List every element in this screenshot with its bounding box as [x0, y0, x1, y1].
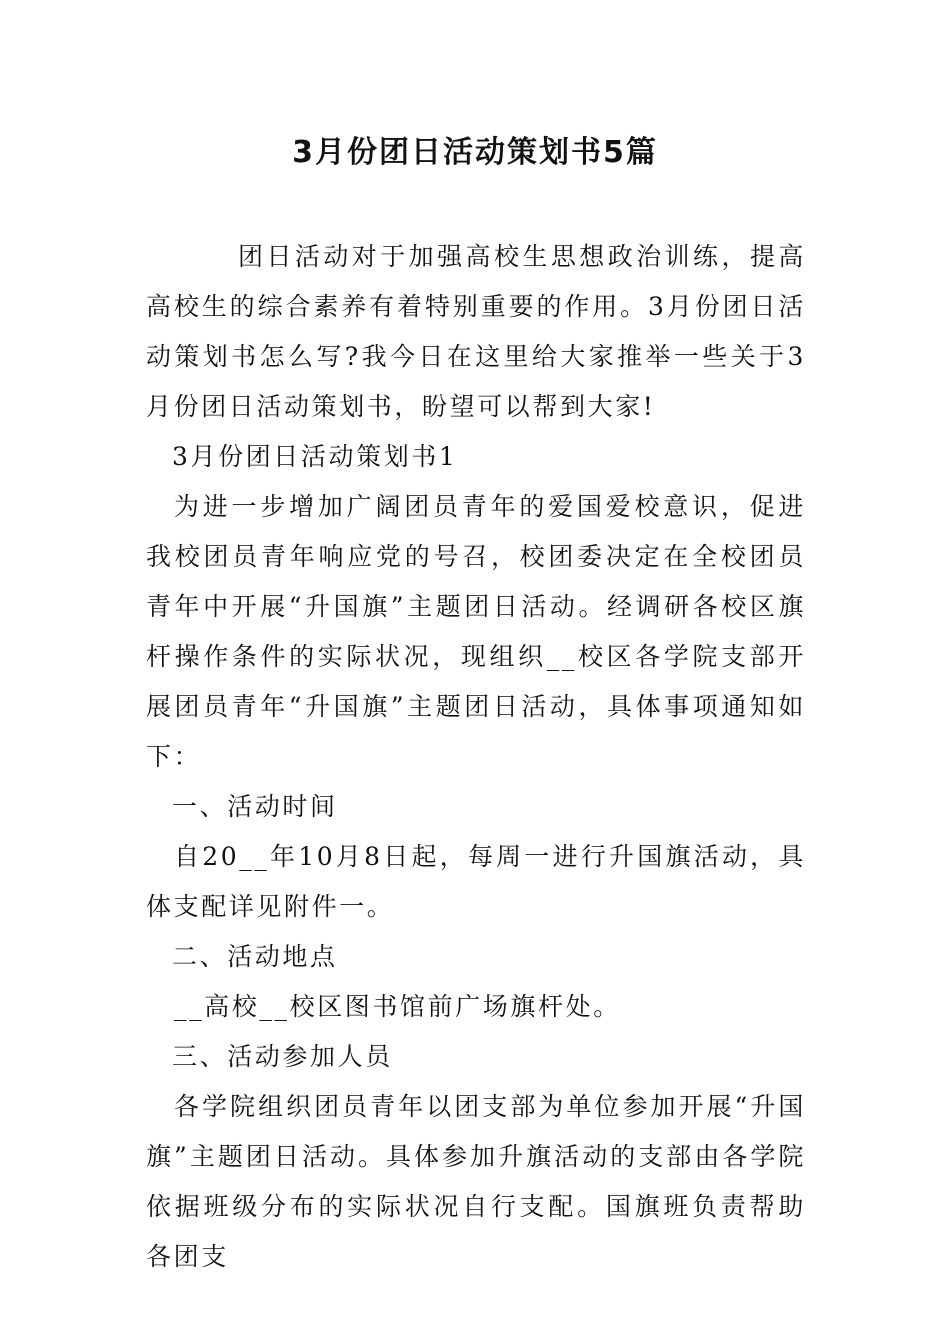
activity-time-paragraph: 自20__年10月8日起，每周一进行升国旗活动，具体支配详见附件一。 — [146, 842, 806, 921]
heading-participants: 三、活动参加人员 — [172, 1042, 393, 1071]
document-title: 3月份团日活动策划书5篇 — [292, 135, 658, 170]
heading-activity-location: 二、活动地点 — [172, 942, 338, 971]
participants-paragraph: 各学院组织团员青年以团支部为单位参加开展“升国旗”主题团日活动。具体参加升旗活动的支部由各学院依据班级分布的实际状况自行支配。国旗班负责帮助各团支 — [146, 1092, 806, 1271]
activity-location-paragraph: __高校__校区图书馆前广场旗杆处。 — [174, 992, 621, 1021]
section-title-plan-1: 3月份团日活动策划书1 — [172, 442, 458, 471]
document-body — [146, 232, 806, 1282]
intro-paragraph: 团日活动对于加强高校生思想政治训练，提高高校生的综合素养有着特别重要的作用。3月份团日活动策划书怎么写?我今日在这里给大家推举一些关于3月份团日活动策划书，盼望可以帮到大家! — [146, 242, 806, 421]
purpose-paragraph: 为进一步增加广阔团员青年的爱国爱校意识，促进我校团员青年响应党的号召，校团委决定在全校团员青年中开展“升国旗”主题团日活动。经调研各校区旗杆操作条件的实际状况，现组织__校区各学院支部开展团员青年“升国旗”主题团日活动，具体事项通知如下： — [146, 492, 806, 771]
heading-activity-time: 一、活动时间 — [172, 792, 338, 821]
